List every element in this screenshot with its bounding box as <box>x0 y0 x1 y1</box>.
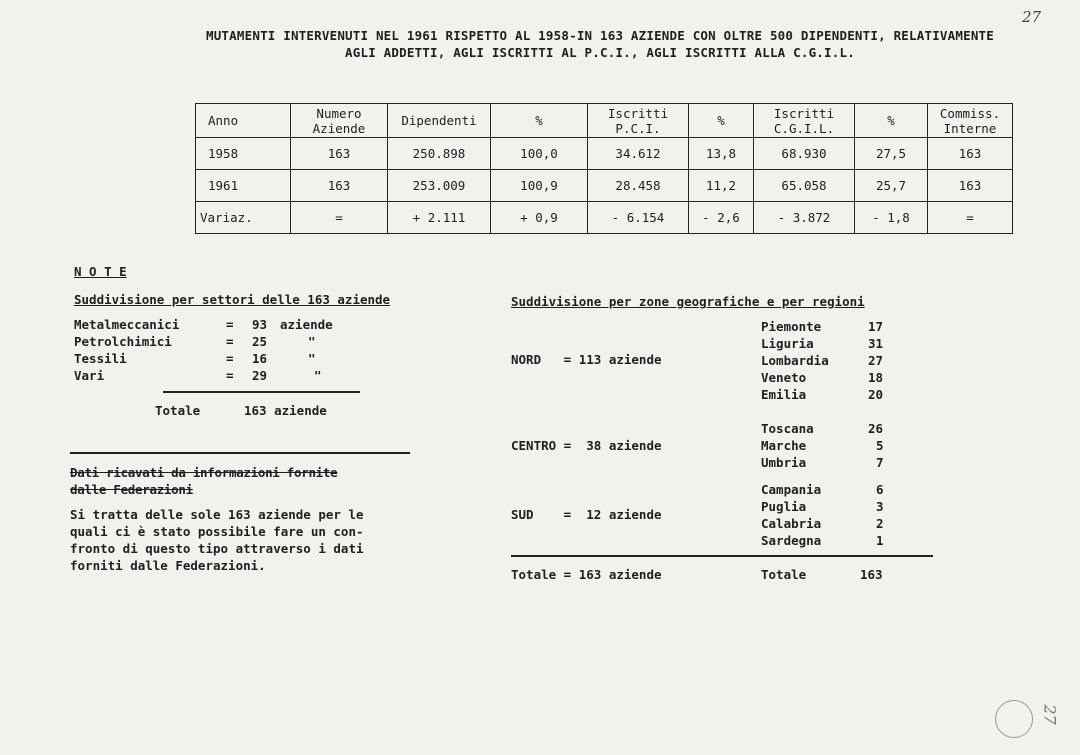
table-cell: Variaz. <box>196 202 291 234</box>
page-number: 27 <box>1022 8 1042 26</box>
sector-unit: aziende <box>280 317 333 332</box>
region-name: Campania <box>761 482 822 497</box>
table-cell: - 6.154 <box>588 202 689 234</box>
sector-unit: " <box>314 368 322 383</box>
regions-title: Suddivisione per zone geografiche e per regioni <box>511 294 865 309</box>
region-value: 6 <box>876 482 884 497</box>
sector-name: Tessili <box>74 351 127 366</box>
region-name: Liguria <box>761 336 814 351</box>
table-cell: 68.930 <box>754 138 855 170</box>
table-cell: 11,2 <box>689 170 754 202</box>
sector-name: Vari <box>74 368 105 383</box>
explanation-line: fronto di questo tipo attraverso i dati <box>70 541 364 556</box>
notes-divider <box>70 452 410 454</box>
table-cell: - 1,8 <box>855 202 928 234</box>
sectors-total-label: Totale <box>155 403 201 418</box>
zone-label-nord: NORD = 113 aziende <box>511 352 662 367</box>
sector-unit: " <box>308 334 316 349</box>
table-row <box>196 170 1013 202</box>
region-value: 1 <box>876 533 884 548</box>
table-cell: + 2.111 <box>388 202 491 234</box>
explanation-line: Si tratta delle sole 163 aziende per le <box>70 507 364 522</box>
sector-eq: = <box>226 368 234 383</box>
struck-text: Dati ricavati da informazioni fornite <box>70 465 338 480</box>
header-cell: Iscritti C.G.I.L. <box>754 104 855 138</box>
region-value: 7 <box>876 455 884 470</box>
region-value: 20 <box>868 387 884 402</box>
table-cell: = <box>928 202 1013 234</box>
document-title: MUTAMENTI INTERVENUTI NEL 1961 RISPETTO AL 1958-IN 163 AZIENDE CON OLTRE 500 DIPENDENTI, RELATIVAMENTE AGLI ADDETTI, AGLI ISCRITTI AL P.C.I., AGLI ISCRITTI ALLA C.G.I.L. <box>205 28 994 60</box>
region-name: Toscana <box>761 421 814 436</box>
archive-stamp-icon <box>995 700 1033 738</box>
sectors-title: Suddivisione per settori delle 163 aziende <box>74 292 391 307</box>
region-name: Veneto <box>761 370 807 385</box>
table-cell: - 3.872 <box>754 202 855 234</box>
regions-divider <box>511 555 933 557</box>
region-value: 27 <box>868 353 884 368</box>
header-cell: Commiss. Interne <box>928 104 1013 138</box>
region-name: Umbria <box>761 455 807 470</box>
region-value: 18 <box>868 370 884 385</box>
table-cell: - 2,6 <box>689 202 754 234</box>
regions-total-left: Totale = 163 aziende <box>511 567 662 582</box>
sector-eq: = <box>226 334 234 349</box>
sector-eq: = <box>226 351 234 366</box>
table-cell: 28.458 <box>588 170 689 202</box>
table-cell: = <box>291 202 388 234</box>
sector-value: 29 <box>252 368 268 383</box>
region-name: Piemonte <box>761 319 822 334</box>
table-cell: 34.612 <box>588 138 689 170</box>
data-table <box>195 103 1013 234</box>
table-cell: + 0,9 <box>491 202 588 234</box>
table-cell: 100,9 <box>491 170 588 202</box>
region-value: 31 <box>868 336 884 351</box>
region-value: 5 <box>876 438 884 453</box>
explanation-line: forniti dalle Federazioni. <box>70 558 266 573</box>
explanation-line: quali ci è stato possibile fare un con- <box>70 524 364 539</box>
zone-label-sud: SUD = 12 aziende <box>511 507 662 522</box>
region-name: Marche <box>761 438 807 453</box>
table-cell: 163 <box>291 138 388 170</box>
header-cell: % <box>689 104 754 138</box>
table-cell: 27,5 <box>855 138 928 170</box>
sectors-total-value: 163 aziende <box>244 403 327 418</box>
table-row <box>196 202 1013 234</box>
regions-total-label: Totale <box>761 567 807 582</box>
table-cell: 13,8 <box>689 138 754 170</box>
sector-value: 25 <box>252 334 268 349</box>
sector-unit: " <box>308 351 316 366</box>
region-name: Lombardia <box>761 353 829 368</box>
region-name: Sardegna <box>761 533 822 548</box>
region-value: 3 <box>876 499 884 514</box>
table-cell: 25,7 <box>855 170 928 202</box>
sector-eq: = <box>226 317 234 332</box>
header-cell: Anno <box>196 104 291 138</box>
regions-total-value: 163 <box>860 567 883 582</box>
table-header-row <box>196 104 1013 138</box>
table-row <box>196 138 1013 170</box>
table-cell: 1961 <box>196 170 291 202</box>
table-cell: 163 <box>928 138 1013 170</box>
region-value: 2 <box>876 516 884 531</box>
table-cell: 100,0 <box>491 138 588 170</box>
table-cell: 1958 <box>196 138 291 170</box>
notes-heading: N O T E <box>74 264 127 279</box>
table-cell: 65.058 <box>754 170 855 202</box>
table-cell: 253.009 <box>388 170 491 202</box>
sectors-divider <box>163 391 360 393</box>
sector-value: 16 <box>252 351 268 366</box>
sector-name: Metalmeccanici <box>74 317 180 332</box>
region-name: Emilia <box>761 387 807 402</box>
table-cell: 250.898 <box>388 138 491 170</box>
table-cell: 163 <box>928 170 1013 202</box>
table-cell: 163 <box>291 170 388 202</box>
header-cell: % <box>855 104 928 138</box>
header-cell: Iscritti P.C.I. <box>588 104 689 138</box>
header-cell: Dipendenti <box>388 104 491 138</box>
stamp-page-number: 27 <box>1040 704 1060 725</box>
struck-text: dalle Federazioni <box>70 482 193 497</box>
region-value: 26 <box>868 421 884 436</box>
header-cell: Numero Aziende <box>291 104 388 138</box>
region-name: Puglia <box>761 499 807 514</box>
region-name: Calabria <box>761 516 822 531</box>
sector-name: Petrolchimici <box>74 334 172 349</box>
region-value: 17 <box>868 319 884 334</box>
sector-value: 93 <box>252 317 268 332</box>
zone-label-centro: CENTRO = 38 aziende <box>511 438 662 453</box>
header-cell: % <box>491 104 588 138</box>
